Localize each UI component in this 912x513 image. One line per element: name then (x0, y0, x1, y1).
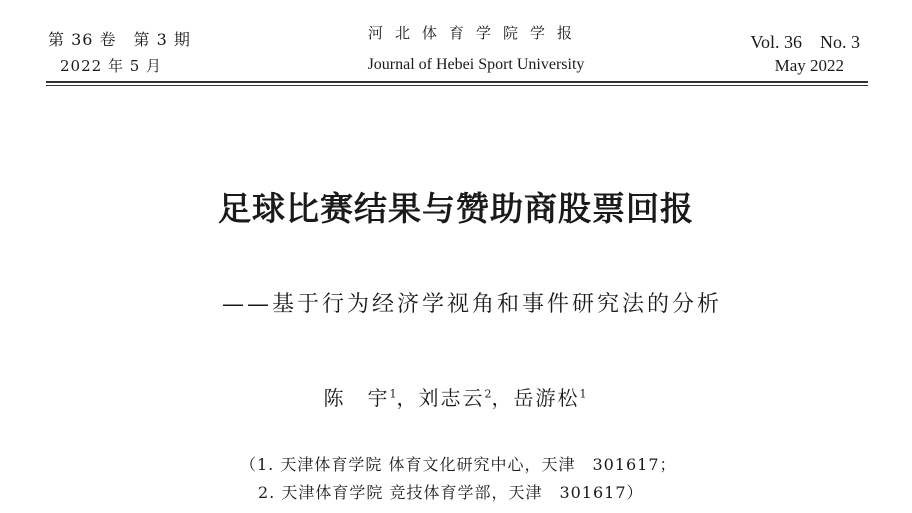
article-subtitle: ——基于行为经济学视角和事件研究法的分析 (221, 292, 722, 317)
affiliation-1: （1. 天津体育学院 体育文化研究中心，天津 301617； (240, 455, 677, 474)
volume-issue-cn: 第 36 卷 第 3 期 (48, 30, 191, 49)
volume-issue-en: Vol. 36 No. 3 (750, 32, 860, 52)
author-affil-mark: 2 (484, 387, 492, 401)
article-title: 足球比赛结果与赞助商股票回报 (218, 189, 694, 228)
affiliation-2: 2. 天津体育学院 竞技体育学部，天津 301617） (258, 483, 644, 502)
journal-name-cn: 河北体育学院学报 (367, 24, 584, 42)
author-name: 岳游松 (513, 386, 580, 410)
date-cn: 2022 年 5 月 (60, 57, 163, 75)
author-affil-mark: 1 (579, 387, 587, 401)
date-en: May 2022 (774, 56, 844, 75)
author-list (0, 382, 910, 411)
journal-header (0, 0, 912, 90)
author-name: 刘志云 (418, 386, 485, 410)
header-rule-thin (46, 85, 868, 86)
author-separator: ， (396, 386, 419, 410)
author-separator: ， (491, 386, 514, 410)
header-rule-thick (46, 81, 868, 83)
author-name: 陈 宇 (323, 386, 390, 410)
author-affil-mark: 1 (389, 387, 397, 401)
journal-name-en: Journal of Hebei Sport University (367, 56, 585, 73)
